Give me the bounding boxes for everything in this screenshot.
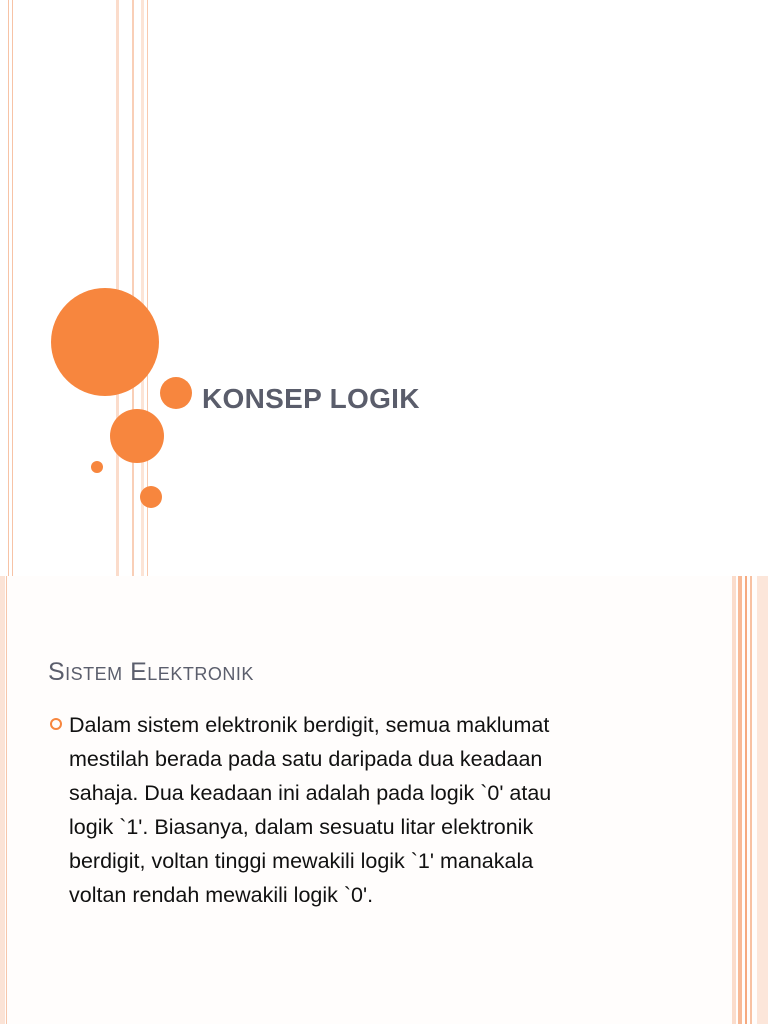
section-heading: Sistem Elektronik bbox=[48, 658, 254, 686]
decorative-stripe bbox=[6, 576, 7, 1024]
decorative-stripe bbox=[132, 0, 134, 576]
decorative-stripe bbox=[8, 0, 9, 576]
decorative-stripe bbox=[116, 0, 119, 576]
decorative-stripe bbox=[12, 0, 13, 576]
decorative-stripe bbox=[738, 576, 742, 1024]
decorative-circle-medium bbox=[110, 409, 164, 463]
decorative-stripe bbox=[732, 576, 736, 1024]
decorative-stripe bbox=[750, 576, 752, 1024]
decorative-stripe bbox=[757, 576, 768, 1024]
decorative-stripe bbox=[745, 576, 747, 1024]
decorative-circle-large bbox=[51, 288, 159, 396]
bullet-circle-icon bbox=[50, 718, 62, 730]
decorative-circle-small bbox=[91, 461, 103, 473]
decorative-circle-small bbox=[140, 486, 162, 508]
bullet-item bbox=[48, 708, 688, 912]
bullet-text: Dalam sistem elektronik berdigit, semua maklumat mestilah berada pada satu daripada dua keadaan sahaja. Dua keadaan ini adalah pada logik `0' atau logik `1'. Biasanya, dalam sesuatu litar elektronik berdigit, voltan tinggi mewakili logik `1' manakala voltan rendah mewakili logik `0'. bbox=[69, 713, 552, 907]
decorative-stripe bbox=[0, 576, 5, 1024]
slide-title: KONSEP LOGIK bbox=[202, 383, 420, 414]
decorative-circle bbox=[160, 377, 192, 409]
